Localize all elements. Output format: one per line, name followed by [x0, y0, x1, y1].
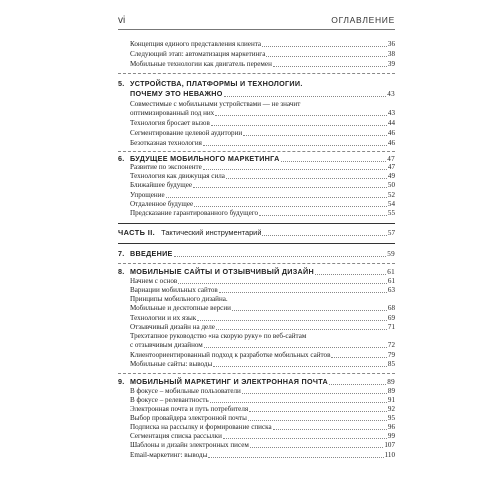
- part-rule-bottom: [118, 243, 395, 244]
- chapter-7-heading[interactable]: 7. ВВЕДЕНИЕ 59: [118, 249, 395, 258]
- part-2-heading[interactable]: ЧАСТЬ II. Тактический инструментарий 57: [118, 228, 395, 237]
- toc-entry[interactable]: Трехэтапное руководство «на скорую руку» по веб-сайтам с отзывчивым дизайном 72: [130, 332, 395, 349]
- toc-entry[interactable]: Принципы мобильного дизайна. Мобильные и десктопные версии 68: [130, 295, 395, 312]
- toc-entry[interactable]: Безотказная технология 46: [130, 139, 395, 147]
- toc-entry[interactable]: Подписка на рассылку и формирование списка 96: [130, 423, 395, 431]
- toc-entry[interactable]: Сегментирование целевой аудитории 46: [130, 129, 395, 137]
- toc-entry[interactable]: Email-маркетинг: выводы 110: [130, 451, 395, 459]
- toc-entry[interactable]: Совместимые с мобильными устройствами — не значит оптимизированный под них 43: [130, 100, 395, 117]
- toc-entry[interactable]: Технология как движущая сила 49: [130, 172, 395, 180]
- toc-entry[interactable]: Следующий этап: автоматизация маркетинга 38: [130, 50, 395, 58]
- toc-entry[interactable]: Упрощение 52: [130, 191, 395, 199]
- section-divider: [118, 151, 395, 152]
- toc-entry[interactable]: Концепция единого представления клиента 36: [130, 40, 395, 48]
- toc-entry[interactable]: Начнем с основ 61: [130, 277, 395, 285]
- toc-entry[interactable]: Предсказание гарантированного будущего 55: [130, 209, 395, 217]
- toc-entry[interactable]: Отдаленное будущее 54: [130, 200, 395, 208]
- toc-entry[interactable]: Сегментация списка рассылки 99: [130, 432, 395, 440]
- chapter-8-heading[interactable]: 8. МОБИЛЬНЫЕ САЙТЫ И ОТЗЫВЧИВЫЙ ДИЗАЙН 61: [118, 267, 395, 276]
- chapter-6-heading[interactable]: 6. БУДУЩЕЕ МОБИЛЬНОГО МАРКЕТИНГА 47: [118, 154, 395, 163]
- toc-entry[interactable]: Мобильные технологии как двигатель перемен 39: [130, 60, 395, 68]
- page-number: vi: [118, 15, 126, 26]
- toc-entry[interactable]: Технология бросает вызов 44: [130, 119, 395, 127]
- toc-entry[interactable]: В фокусе – релевантность 91: [130, 396, 395, 404]
- toc-entry[interactable]: Выбор провайдера электронной почты 95: [130, 414, 395, 422]
- running-title: ОГЛАВЛЕНИЕ: [331, 15, 395, 25]
- part-rule-top: [118, 223, 395, 224]
- toc-entry[interactable]: Технологии и их язык 69: [130, 314, 395, 322]
- toc-entry[interactable]: Электронная почта и путь потребителя 92: [130, 405, 395, 413]
- toc-entry[interactable]: Отзывчивый дизайн на деле 71: [130, 323, 395, 331]
- section-divider: [118, 373, 395, 374]
- toc-entry[interactable]: Мобильные сайты: выводы 85: [130, 360, 395, 368]
- toc-entry[interactable]: В фокусе – мобильные пользователи 89: [130, 387, 395, 395]
- toc-entry[interactable]: Вариации мобильных сайтов 63: [130, 286, 395, 294]
- toc-entry[interactable]: Клиентоориентированный подход к разработке мобильных сайтов 79: [130, 351, 395, 359]
- page-header: [0, 0, 500, 26]
- toc-entry[interactable]: Ближайшее будущее 50: [130, 181, 395, 189]
- section-divider: [118, 263, 395, 264]
- header-rule: [118, 29, 395, 30]
- toc-entry[interactable]: Развитие по экспоненте 47: [130, 163, 395, 171]
- section-divider: [118, 73, 395, 74]
- chapter-5-heading[interactable]: 5. УСТРОЙСТВА, ПЛАТФОРМЫ И ТЕХНОЛОГИИ. ПОЧЕМУ ЭТО НЕВАЖНО 43: [118, 79, 395, 98]
- chapter-9-heading[interactable]: 9. МОБИЛЬНЫЙ МАРКЕТИНГ И ЭЛЕКТРОННАЯ ПОЧТА 89: [118, 377, 395, 386]
- toc-entry[interactable]: Шаблоны и дизайн электронных писем 107: [130, 441, 395, 449]
